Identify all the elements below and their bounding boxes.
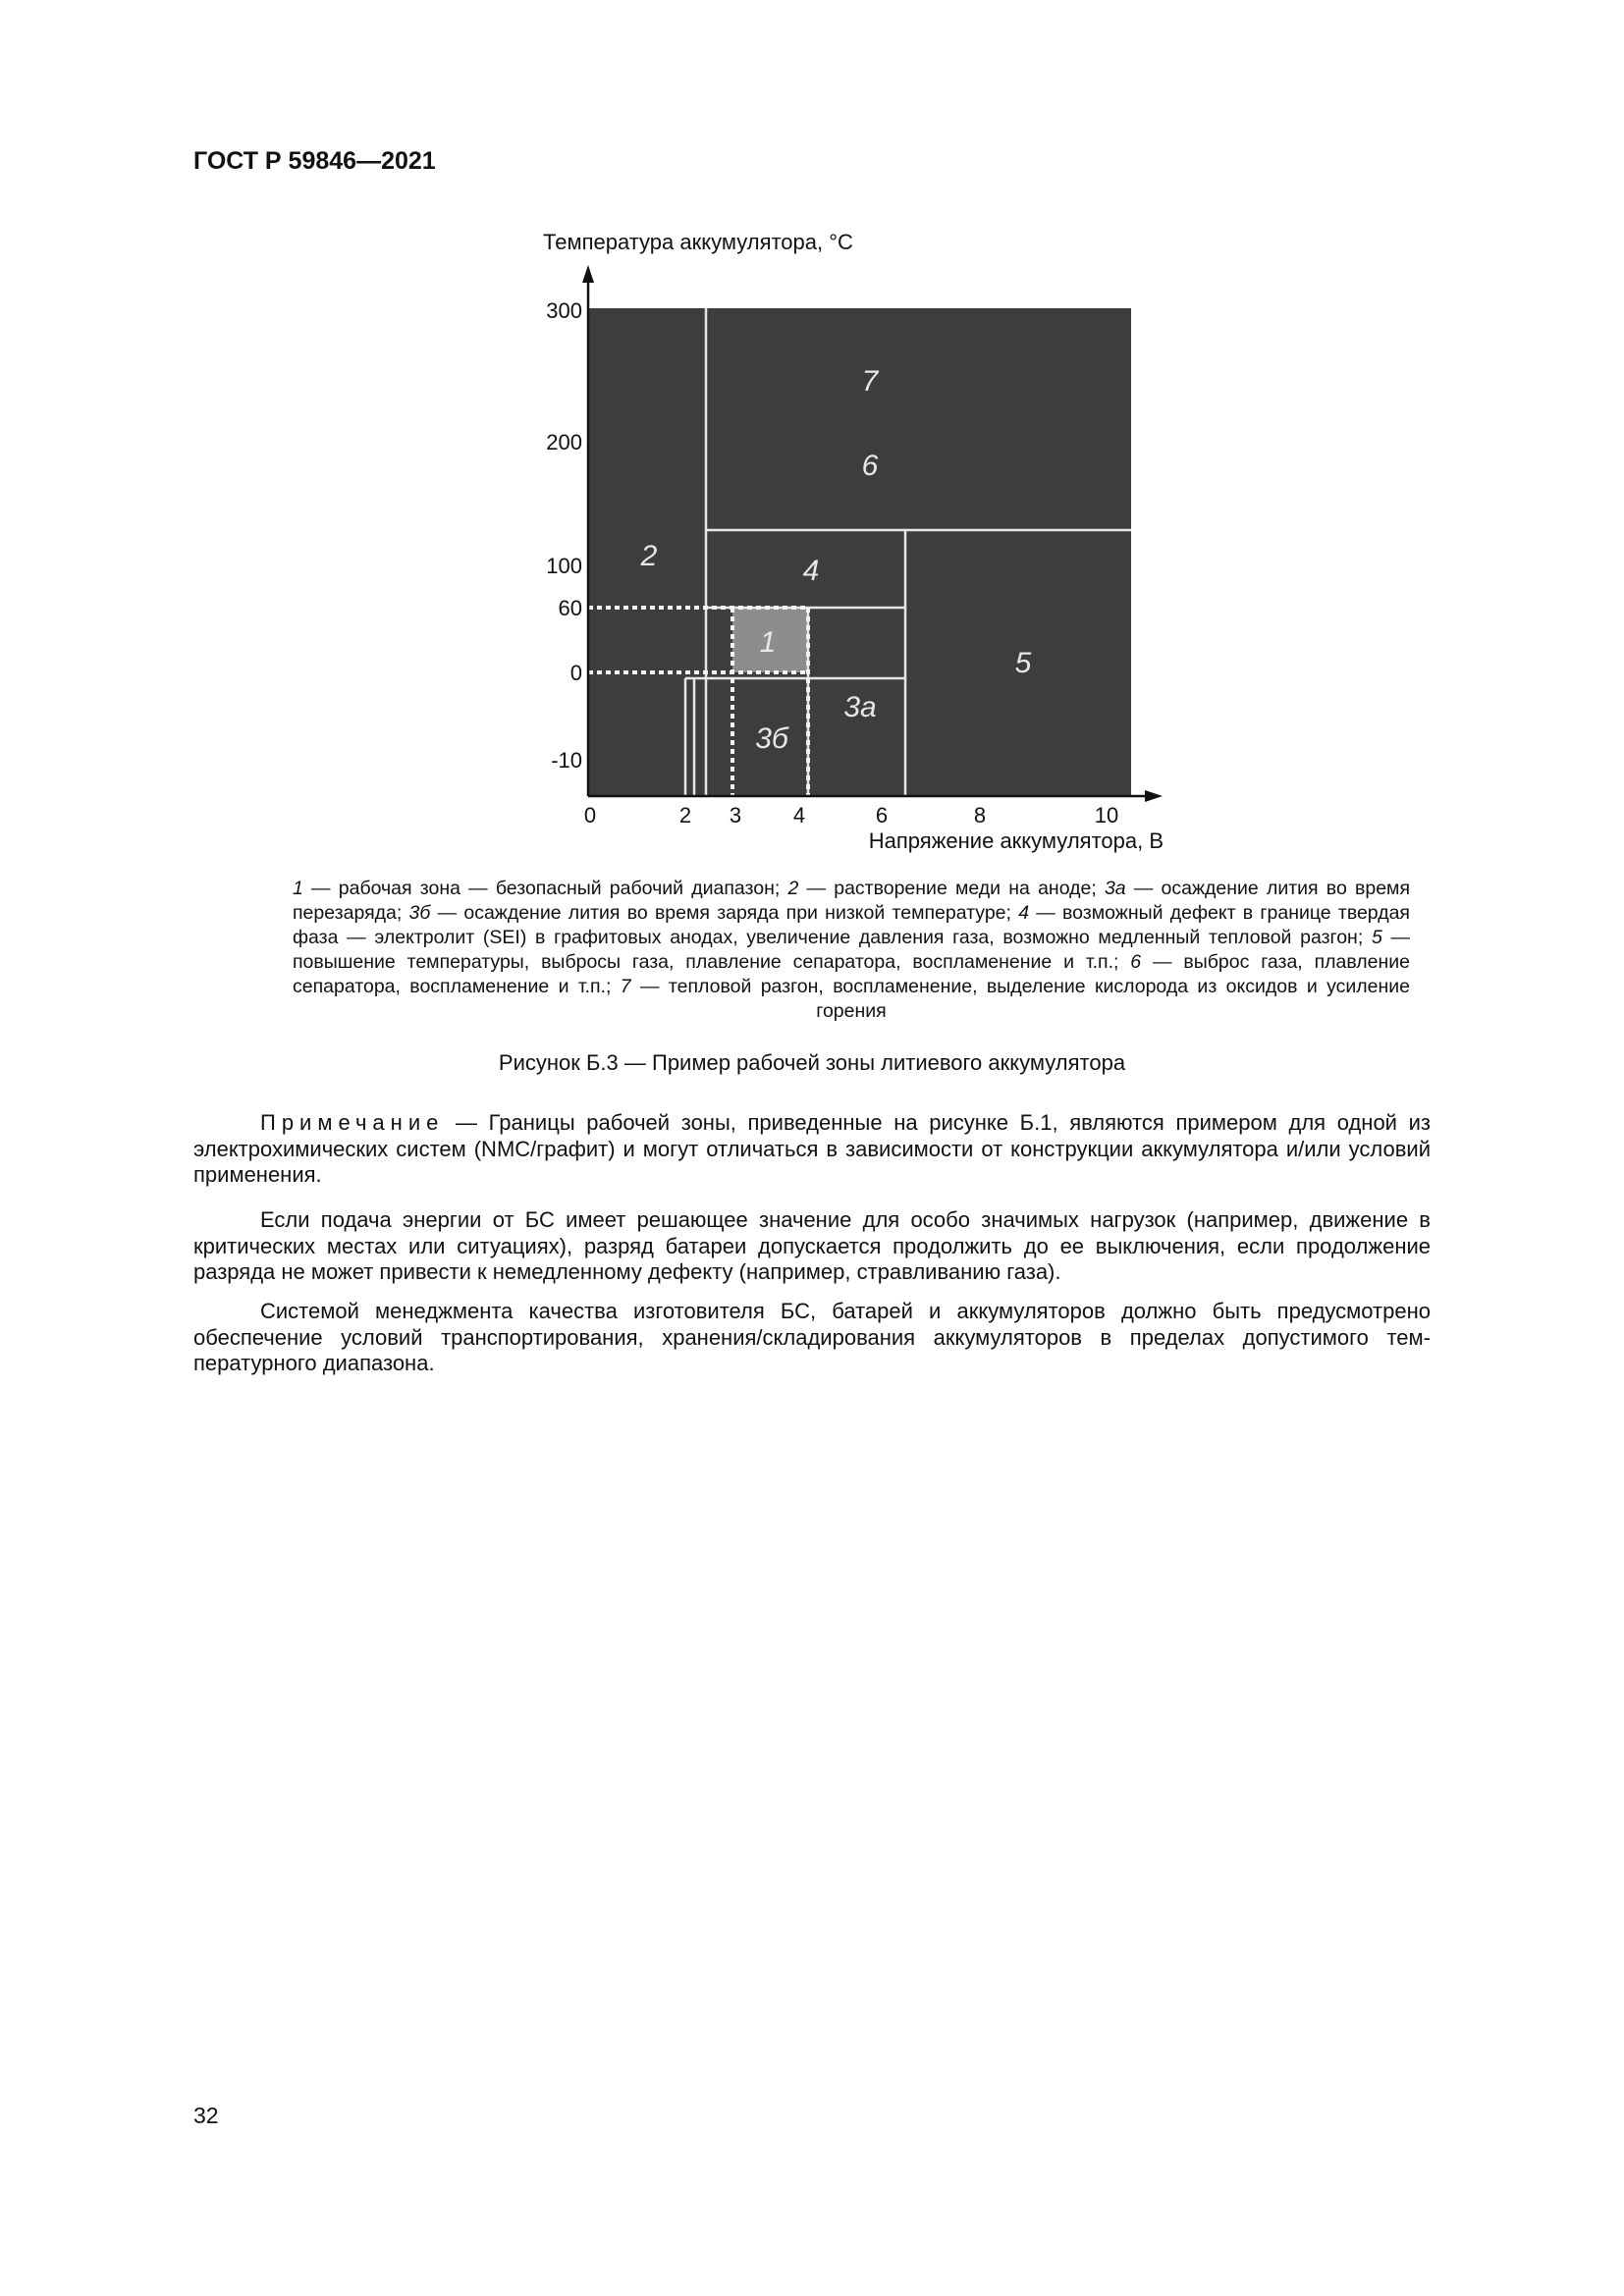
y-tick-label: 300 (546, 298, 582, 323)
y-tick-label: -10 (551, 748, 582, 773)
x-tick-label: 4 (792, 803, 806, 828)
x-tick-label: 2 (678, 803, 692, 828)
y-axis-title: Температура аккумулятора, °С (543, 230, 853, 254)
x-tick-label: 6 (875, 803, 889, 828)
note-heading: Примечание (260, 1110, 445, 1135)
x-tick-label: 8 (973, 803, 987, 828)
x-tick-label: 0 (583, 803, 597, 828)
y-tick-label: 100 (546, 554, 582, 578)
zone-label-7: 7 (861, 365, 879, 398)
zone-label-5: 5 (1014, 647, 1032, 679)
x-axis-arrow-icon (1145, 790, 1163, 802)
figure-caption: Рисунок Б.3 — Пример рабочей зоны литиевого аккумулятора (498, 1050, 1126, 1075)
x-tick-label: 3 (729, 803, 742, 828)
y-axis-arrow-icon (582, 265, 594, 283)
body-paragraph: Если подача энергии от БС имеет решающее значение для особо значимых нагрузок (например, движение в критических местах или ситуациях), разряд батареи допускается продолжить до ее выключения, если продолжение разряда не может привести к немедленному дефекту (например, стравливанию газа). (193, 1207, 1431, 1284)
y-tick-label: 200 (546, 430, 582, 454)
page-number: 32 (193, 2103, 219, 2128)
y-tick-label: 0 (569, 661, 582, 685)
zone-label-2: 2 (640, 540, 658, 572)
zone-label-4: 4 (802, 555, 820, 587)
figure-legend: 1 — рабочая зона — безопасный рабочий диапазон; 2 — растворение меди на аноде; 3а — осаждение лития во время перезаряда; 3б — осаждение лития во время заряда при низкой температуре; 4 — возможный дефект в границе твердая фаза — электролит (SEI) в графитовых анодах, увеличение давления газа, возможно медленный тепловой разгон; 5 — повышение температуры, выбросы газа, плавление сепаратора, воспламенение и т.п.; 6 — выброс газа, плавление сепаратора, воспламенение и т.п.; 7 — тепловой разгон, воспламенение, выделение кислорода из оксидов и усиление горения (293, 878, 1411, 1022)
zone-label-3b: 3б (755, 722, 788, 755)
body-paragraph: Системой менеджмента качества изготовителя БС, батарей и аккумуляторов должно быть предусмотрено обеспечение условий транспортирования, хранения/складирования аккумуляторов в пределах допустимого температурного диапазона. (193, 1299, 1431, 1375)
x-axis-title: Напряжение аккумулятора, В (868, 828, 1164, 853)
note-text: — Границы рабочей зоны, приведенные на рисунке Б.1, являются примером для одной из электрохимических систем (NMC/графит) и могут отличаться в зависимости от конструкции аккумулятора и/или условий применения. (193, 1110, 1431, 1187)
x-tick-label: 10 (1094, 803, 1119, 828)
operating-zone-diagram (0, 0, 1624, 864)
zone-label-6: 6 (861, 450, 879, 482)
document-header: ГОСТ Р 59846—2021 (193, 147, 436, 175)
zone-label-3a: 3а (843, 691, 877, 723)
note-paragraph (193, 1110, 1431, 1189)
y-tick-label: 60 (558, 596, 582, 620)
zone-label-1: 1 (759, 626, 777, 659)
